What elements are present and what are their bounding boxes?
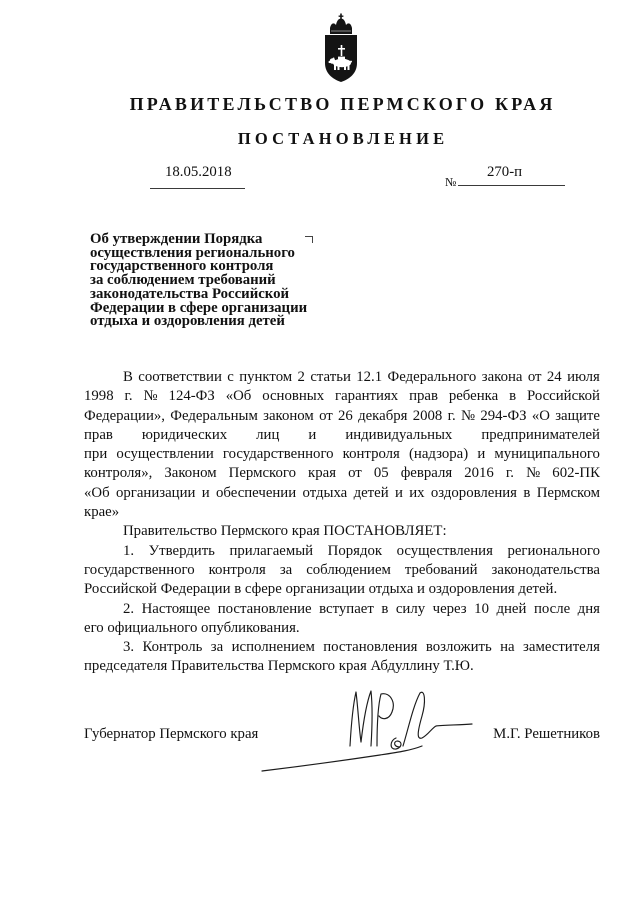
item-line (84, 561, 600, 580)
word: края (308, 465, 337, 482)
word: с (227, 369, 234, 385)
signatory-position: Губернатор Пермского края (84, 726, 259, 742)
resolution-line: Правительство Пермского края ПОСТАНОВЛЯЕТ: (123, 523, 447, 540)
preamble-line (84, 445, 600, 464)
bear-leg (334, 64, 336, 70)
word: от (319, 407, 333, 424)
word: статьи (310, 369, 351, 385)
signature-stroke (377, 694, 393, 746)
word: Законом (164, 465, 217, 482)
handwritten-signature (250, 680, 480, 780)
word: за (279, 561, 293, 578)
crown-shape (330, 14, 352, 35)
word: после (533, 600, 571, 617)
subject-line: осуществления регионального (90, 244, 295, 261)
word: закона (481, 369, 523, 385)
word: № (143, 388, 158, 405)
word: оздоровления (430, 484, 517, 501)
word: 26 (338, 407, 353, 424)
word: постановления (323, 639, 418, 656)
signatory-name: М.Г. Решетников (493, 726, 600, 742)
word: законом (263, 407, 314, 424)
word: и (477, 446, 486, 463)
bear-snout (329, 61, 332, 63)
word: лиц (256, 426, 280, 443)
item-line: его официального опубликования. (84, 619, 300, 636)
crown-cross (339, 14, 344, 19)
word: дней (496, 600, 527, 617)
word: соблюдением (306, 561, 391, 578)
word: г. (447, 407, 456, 424)
item-line (84, 638, 600, 657)
gospel-book (338, 57, 345, 59)
preamble-line (84, 426, 600, 445)
word: от (527, 369, 542, 385)
word: юридических (141, 426, 228, 443)
word: (надзора) (409, 446, 469, 463)
word: Пермского (228, 465, 296, 482)
word: и (394, 484, 403, 501)
word: отдыха (302, 484, 348, 501)
word: регионального (507, 542, 600, 559)
word: прилагаемый (229, 542, 314, 559)
item-2-paragraph (84, 600, 600, 639)
word: прав (84, 426, 113, 443)
word: требований (404, 561, 478, 578)
word: Порядок (327, 542, 383, 559)
word: детей (353, 484, 389, 501)
preamble-line: крае» (84, 504, 120, 521)
cross-horizontal (338, 48, 345, 50)
preamble-line (84, 387, 600, 406)
subject-line: Федерации в сфере организации (90, 299, 308, 316)
bear-leg (338, 64, 340, 70)
word: дня (577, 600, 600, 617)
word: г. (505, 465, 515, 482)
word: Федерации», (84, 407, 165, 424)
word: организации (115, 484, 196, 501)
item-line: председателя Правительства Пермского края Абдуллину Т.Ю. (84, 658, 474, 675)
word: постановление (217, 600, 312, 617)
word: 124-ФЗ (168, 388, 215, 405)
word: 2016 (464, 465, 494, 482)
word: на (500, 639, 515, 656)
subject-line: за соблюдением требований (90, 272, 276, 289)
word: 3. (123, 639, 135, 656)
word: 2008 (412, 407, 443, 424)
word: муниципального (494, 446, 600, 463)
signature-stroke (391, 738, 401, 749)
word: прав (409, 388, 438, 405)
word: исполнением (231, 639, 315, 656)
bear-ear (333, 58, 335, 60)
word: № (460, 407, 476, 424)
number-underline (458, 185, 565, 186)
word: 1. (123, 542, 135, 559)
document-date: 18.05.2018 (165, 164, 232, 180)
word: от (348, 465, 362, 482)
word: Федеральным (170, 407, 258, 424)
word: «О (531, 407, 550, 424)
item-line (84, 600, 600, 619)
document-subject (90, 233, 307, 329)
word: 12.1 (356, 369, 383, 385)
corner-mark (305, 236, 313, 243)
word: 05 (373, 465, 389, 482)
bear-leg (344, 64, 346, 70)
item-1-paragraph (84, 542, 600, 600)
word: соответствии (138, 369, 222, 385)
word: основных (262, 388, 325, 405)
word: «Об (225, 388, 252, 405)
word: контроля (342, 446, 400, 463)
preamble-line (84, 464, 600, 483)
word: «Об (84, 484, 110, 501)
crown-body (330, 19, 352, 35)
word: в (523, 484, 531, 501)
coat-of-arms-emblem (322, 13, 360, 83)
word: пунктом (239, 369, 293, 385)
word: 2 (297, 369, 305, 385)
signature-stroke (262, 746, 422, 771)
word: при (84, 446, 108, 463)
word: контроля», (84, 465, 153, 482)
word: 602-ПК (552, 465, 600, 482)
word: Настоящее (141, 600, 211, 617)
word: г. (124, 388, 133, 405)
word: в (381, 600, 389, 617)
word: гарантиях (335, 388, 399, 405)
word: № (526, 465, 541, 482)
word: февраля (400, 465, 453, 482)
word: В (123, 369, 133, 385)
word: декабря (358, 407, 408, 424)
word: 10 (474, 600, 489, 617)
word: 2. (123, 600, 135, 617)
signature-stroke (403, 692, 472, 746)
word: предпринимателей (481, 426, 600, 443)
word: Федерального (387, 369, 477, 385)
preamble-line (84, 368, 600, 387)
number-sign: № (445, 175, 457, 189)
word: законодательства (491, 561, 600, 578)
bear-tail (350, 61, 352, 63)
word: за (210, 639, 224, 656)
preamble-line (84, 407, 600, 426)
word: через (432, 600, 467, 617)
word: осуществлении (116, 446, 214, 463)
word: Пермском (536, 484, 600, 501)
subject-line: государственного контроля (90, 258, 274, 275)
document-number: 270-п (487, 164, 523, 180)
word: ребенка (448, 388, 499, 405)
cross-vertical (341, 45, 343, 56)
subject-line: Об утверждении Порядка (90, 231, 263, 247)
item-line: Российской Федерации в сфере организации отдыха и оздоровления детей. (84, 581, 558, 598)
word: обеспечении (216, 484, 297, 501)
item-line (84, 542, 600, 561)
preamble-paragraph (84, 368, 600, 522)
word: и (201, 484, 210, 501)
word: осуществления (396, 542, 493, 559)
word: июля (567, 369, 600, 385)
word: 1998 (84, 388, 114, 405)
word: силу (395, 600, 426, 617)
word: Утвердить (148, 542, 215, 559)
word: заместителя (523, 639, 600, 656)
item-3-paragraph (84, 638, 600, 677)
preamble-line (84, 484, 600, 503)
government-title: ПРАВИТЕЛЬСТВО ПЕРМСКОГО КРАЯ (129, 94, 556, 114)
word: и (308, 426, 317, 443)
word: возложить (425, 639, 492, 656)
subject-line: законодательства Российской (90, 285, 290, 302)
word: Российской (526, 388, 600, 405)
date-underline (150, 188, 245, 189)
word: их (409, 484, 425, 501)
subject-line: отдыха и оздоровления детей (90, 313, 285, 330)
word: 24 (546, 369, 562, 385)
word: в (509, 388, 517, 405)
word: индивидуальных (345, 426, 453, 443)
word: Контроль (142, 639, 203, 656)
word: защите (555, 407, 600, 424)
word: государственного (222, 446, 334, 463)
word: контроля (208, 561, 266, 578)
signature-stroke (350, 691, 372, 746)
word: 294-ФЗ (480, 407, 527, 424)
bear-leg (348, 64, 350, 70)
word: государственного (84, 561, 195, 578)
document-body (84, 368, 600, 677)
document-type-title: ПОСТАНОВЛЕНИЕ (237, 129, 449, 148)
word: вступает (319, 600, 374, 617)
